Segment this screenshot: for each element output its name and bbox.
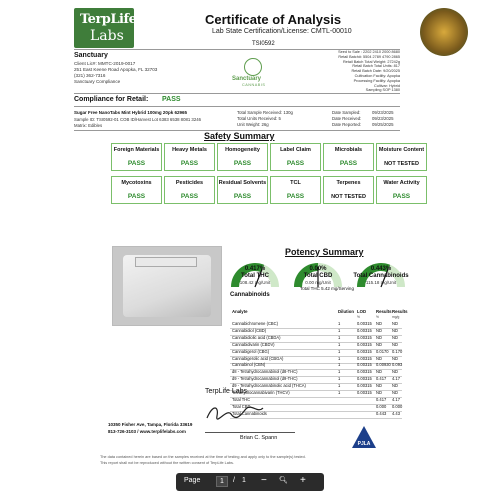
table-cell: ND [376,355,382,361]
safety-cell-status: PASS [392,193,411,200]
table-cell: 0.000 [392,403,403,409]
logo-subtext: CANNABIS [242,83,266,87]
leaf-icon [244,58,262,76]
product-name: Sugar Free NanoTabs Mint Hybrid 100mg 20pk 62965 [74,110,187,115]
cannabinoids-title: Cannabinoids [230,292,270,298]
table-cell: 1 [338,390,341,395]
safety-cell [164,143,215,171]
sample-info-line: Retail Batch Total Units: 817 [352,64,400,69]
gauge-label: Total CBD [303,273,333,279]
gauge-value: 0.00% [309,266,327,272]
sample-info-line: Cultivation Facility: Apopka [354,74,400,78]
safety-cell-name: Pesticides [175,180,204,186]
safety-cell-name: Moisture Content [378,147,425,153]
units-received: Total Units Received: 5 [237,116,281,121]
table-cell: 0.170 [392,348,403,354]
table-cell: Cannabichromene (CBC) [232,321,278,326]
disclaimer-line-1: The data contained herein are based on the samples received at the time of testing and apply only to the sample(s) tested. [100,455,306,459]
signature-image [205,402,265,424]
table-cell: 0.00315 [357,355,372,361]
table-cell: ND [376,321,382,326]
table-cell: ND [376,341,382,347]
gauge-label: Total Cannabinoids [353,273,409,279]
unit-weight: Unit Weight: 26g [237,122,269,127]
table-cell: ND [376,390,382,395]
safety-cell-status: NOT TESTED [384,161,419,167]
date-reported: 09/25/2025 [372,122,394,127]
client-dept: Sanctuary Compliance [74,79,121,84]
date-sampled: 09/23/2025 [372,110,394,115]
safety-cell-name: Mycotoxins [121,180,152,186]
table-cell: 4.43 [392,410,400,416]
safety-cell [270,176,321,204]
table-cell: 1 [338,327,341,333]
sample-info-line: Retail Batch Total Weight: 27242g [342,59,400,64]
report-id: TSI0592 [252,41,275,47]
terplife-logo [74,8,137,48]
pjla-accreditation-icon [350,424,378,452]
table-unit: % [376,315,379,319]
divider [74,106,400,107]
table-cell: ND [376,334,382,340]
table-header: Analyte [232,309,248,314]
table-cell: 1 [338,334,341,340]
table-cell: 0.00315 [357,369,372,375]
safety-cell-status: PASS [180,193,199,200]
gauge-per-unit: 115.18 mg/Unit [365,280,397,285]
gauge-value: 0.417% [244,266,266,272]
safety-cell [323,176,374,204]
table-unit: % [357,315,360,319]
sample-info-line: Retail Batch#: 5504 2789 4790 2865 [338,54,400,59]
table-cell: Cannabigerol (CBG) [232,348,270,354]
page-label: Page [184,477,201,484]
table-cell: Tetrahydrocannabivarin (THCV) [232,390,290,395]
package-label-image [135,257,197,267]
table-cell: ND [392,327,398,333]
table-cell: 0.00315 [357,321,372,326]
table-cell: 0.00315 [357,390,372,395]
sample-info-line: Cultivar: Hybrid [374,83,400,88]
safety-summary-title: Safety Summary [204,131,275,141]
table-cell: ND [392,321,398,326]
table-cell: 0.00930 [376,362,391,368]
table-cell: 1 [338,362,341,368]
document-title: Certificate of Analysis [205,12,342,27]
page-number-input[interactable]: 1 [216,476,228,487]
table-cell: ND [392,383,398,389]
table-cell: d9 - Tetrahydrocannabinol (d9-THC) [232,376,298,382]
safety-cell [111,176,162,204]
safety-cell-name: TCL [290,180,301,186]
table-cell: 0.00315 [357,362,372,368]
pdf-viewer-toolbar [176,473,324,491]
table-unit: mg/g [392,315,400,319]
safety-cell [217,176,268,204]
table-cell: 4.17 [392,396,400,402]
table-cell: Total CBD [232,403,251,409]
client-license: Client Lic#: MMTC-2019-0017 [74,61,136,66]
safety-cell [217,143,268,171]
client-phone: (321) 362-7316 [74,73,106,78]
footer-address: 10350 Fisher Ave, Tampa, Florida 33619 [108,422,193,427]
logo-line2: Labs [90,28,124,44]
table-cell: 0.00315 [357,383,372,389]
table-cell: 0.0170 [376,348,389,354]
divider [74,93,400,94]
table-cell: 1 [338,348,341,354]
client-address: 251 East Keene Road Apopka, FL 32703 [74,67,158,72]
safety-cell [376,176,427,204]
table-cell: d9 - Tetrahydrocannabinolic acid (THCA) [232,383,306,389]
safety-cell-status: PASS [127,160,146,167]
table-cell: 0.00315 [357,341,372,347]
table-cell: 0.00315 [357,327,372,333]
table-cell: 1 [338,355,341,361]
safety-cell-status: NOT TESTED [331,194,366,200]
signer-name: Brian C. Spann [240,435,278,441]
table-cell: ND [392,334,398,340]
total-thc-serving: Total THC 5.42 mg/Serving [300,286,354,291]
sample-info-line: Seed to Sale : 2202 2410 2000 8680 [338,50,400,54]
product-photo [112,246,222,326]
table-cell: 1 [338,369,341,375]
safety-cell [111,143,162,171]
date-reported-label: Date Reported: [332,122,362,127]
date-received: 09/23/2025 [372,116,394,121]
logo-line1: TerpLife [80,12,137,27]
safety-cell-status: PASS [286,193,305,200]
safety-cell-name: Water Activity [383,180,420,186]
table-cell: 1 [338,321,341,326]
table-cell: 4.17 [392,376,400,382]
gauge-per-unit: 108.42 mg/Unit [239,280,271,285]
safety-cell-status: PASS [233,193,252,200]
zoom-icon[interactable]: 🔍︎ [279,477,288,484]
license-subtitle: Lab State Certification/License: CMTL-00010 [212,28,352,35]
table-cell: 0.443 [376,410,387,416]
table-header: Results [376,309,392,314]
sample-info-line: Processing Facility: Apopka [353,78,400,83]
matrix: Matrix: Edibles [74,123,103,128]
table-cell: Total THC [232,396,251,402]
table-cell: 0.00315 [357,334,372,340]
table-cell: 0.417 [376,376,387,382]
safety-cell-name: Heavy Metals [172,147,207,153]
safety-cell [270,143,321,171]
signature-line [205,432,295,433]
safety-cell-status: PASS [286,160,305,167]
table-cell: 0.417 [376,396,387,402]
table-cell: Cannabinol (CBN) [232,362,266,368]
safety-cell-name: Foreign Materials [113,147,160,153]
safety-cell-name: Terpenes [336,180,361,186]
safety-cell-status: PASS [180,160,199,167]
table-header: LOD [357,309,367,314]
safety-cell-name: Microbials [334,147,363,153]
table-cell: ND [392,369,398,375]
state-seal-icon [420,8,468,56]
table-cell: 0.000 [376,403,387,409]
sample-info-line: Retail Batch Date: 9/20/2025 [351,69,400,74]
footer-contact: 813-726-3103 / www.terplifelabs.com [108,429,186,434]
potency-summary-title: Potency Summary [285,247,364,257]
logo-text: Sanctuary [232,76,262,82]
table-cell: Cannabidiol (CBD) [232,327,267,333]
table-cell: Cannabidivarin (CBDV) [232,341,275,347]
sample-info-line: Sampling SOP 1380 [365,88,400,93]
safety-cell-status: PASS [339,160,358,167]
table-header: Dilution [338,309,354,314]
safety-cell-name: Homogeneity [225,147,260,153]
gauge-label: Total THC [241,273,269,279]
zoom-out-button[interactable]: − [261,475,267,486]
safety-cell [376,143,427,171]
compliance-status-badge: PASS [162,96,181,103]
table-cell: Total Cannabinoids [232,410,267,416]
page-total: 1 [242,477,246,484]
gauge-value: 0.443% [370,266,392,272]
table-cell: Cannabidiolic acid (CBDA) [232,334,281,340]
table-cell: 0.00315 [357,348,372,354]
sample-id: Sample ID: TSI0592-01 COB ID/Harvest Lot 6383 6538 8081 3246 [74,117,201,122]
zoom-in-button[interactable]: + [300,475,306,486]
safety-cell-name: Label Claim [280,147,311,153]
safety-cell [164,176,215,204]
svg-text:PJLA: PJLA [357,441,371,447]
table-cell: 0.093 [392,362,403,368]
safety-cell-status: PASS [233,160,252,167]
table-cell: 1 [338,341,341,347]
date-received-label: Date Received: [332,116,362,121]
table-cell: d8 - Tetrahydrocannabinol (d8-THC) [232,369,298,375]
table-cell: ND [376,383,382,389]
table-cell: 1 [338,383,341,389]
date-sampled-label: Date Sampled: [332,110,361,115]
table-header: Results [392,309,408,314]
client-name: Sanctuary [74,52,108,59]
safety-cell-status: PASS [127,193,146,200]
table-cell: ND [392,390,398,395]
footer-lab-name: TerpLife Labs [205,388,248,395]
table-cell: Cannabigerolic acid (CBGA) [232,355,284,361]
table-cell: ND [376,327,382,333]
table-cell: ND [392,341,398,347]
safety-cell-name: Residual Solvents [218,180,267,186]
sanctuary-logo [232,58,274,90]
gauge-per-unit: 0.00 mg/Unit [305,280,331,285]
table-cell: ND [376,369,382,375]
page-separator: / [233,477,235,484]
table-cell: ND [392,355,398,361]
table-cell: 1 [338,376,341,382]
compliance-label: Compliance for Retail: [74,96,149,103]
table-cell: 0.00315 [357,376,372,382]
disclaimer-line-2: This report shall not be reproduced without the written consent of TerpLife Labs. [100,461,234,465]
received-amount: Total Sample Received: 130g [237,110,293,115]
safety-cell [323,143,374,171]
